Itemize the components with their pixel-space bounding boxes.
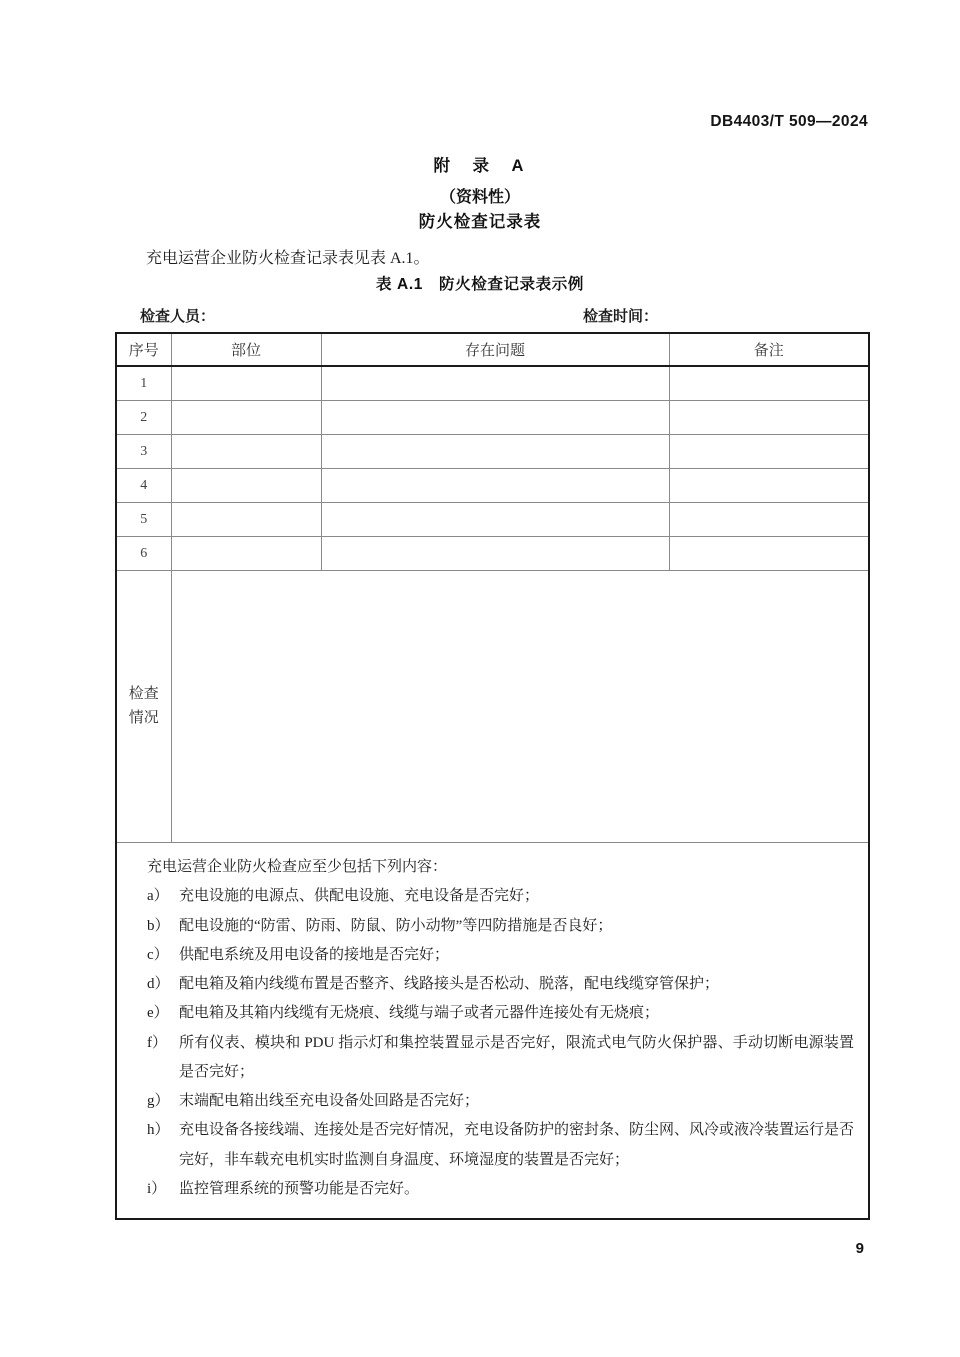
column-header-remark: 备注 xyxy=(669,333,869,366)
cell-problem[interactable] xyxy=(321,401,669,435)
notes-item-text: 供配电系统及用电设备的接地是否完好； xyxy=(179,946,450,963)
notes-intro: 充电运营企业防火检查应至少包括下列内容： xyxy=(147,859,448,875)
notes-item-text: 充电设备各接线端、连接处是否完好情况，充电设备防护的密封条、防尘网、风冷或液冷装置运行是否完好，非车载充电机实时监测自身温度、环境湿度的装置是否完好； xyxy=(179,1122,855,1168)
notes-item xyxy=(147,941,854,970)
table-header-row xyxy=(116,333,869,366)
cell-position[interactable] xyxy=(171,366,321,401)
cell-position[interactable] xyxy=(171,537,321,571)
cell-no: 3 xyxy=(116,435,171,469)
table-row xyxy=(116,366,869,401)
column-header-problem: 存在问题 xyxy=(321,333,669,366)
inspection-situation-row xyxy=(116,571,869,843)
table-row xyxy=(116,503,869,537)
notes-item xyxy=(147,912,854,941)
cell-position[interactable] xyxy=(171,401,321,435)
table-header xyxy=(116,333,869,366)
notes-item-marker: a） xyxy=(147,888,169,905)
table-row xyxy=(116,469,869,503)
cell-no: 1 xyxy=(116,366,171,401)
lead-paragraph: 充电运营企业防火检查记录表见表 A.1。 xyxy=(146,250,430,267)
notes-item xyxy=(147,1029,854,1088)
cell-remark[interactable] xyxy=(669,401,869,435)
cell-problem[interactable] xyxy=(321,366,669,401)
table-row xyxy=(116,537,869,571)
cell-problem[interactable] xyxy=(321,469,669,503)
notes-item-text: 监控管理系统的预警功能是否完好。 xyxy=(179,1180,420,1197)
notes-item-marker: f） xyxy=(147,1034,167,1051)
cell-remark[interactable] xyxy=(669,503,869,537)
cell-position[interactable] xyxy=(171,435,321,469)
cell-remark[interactable] xyxy=(669,366,869,401)
situation-label-line-2: 情况 xyxy=(128,709,159,726)
cell-remark[interactable] xyxy=(669,435,869,469)
cell-problem[interactable] xyxy=(321,435,669,469)
notes-item xyxy=(147,999,854,1028)
notes-list xyxy=(147,882,854,1204)
inspection-situation-label xyxy=(116,571,171,843)
notes-item-marker: g） xyxy=(147,1093,170,1109)
notes-block xyxy=(116,843,869,1220)
column-header-no: 序号 xyxy=(116,333,171,366)
inspection-situation-input[interactable] xyxy=(171,571,869,843)
inspect-time-label: 检查时间： xyxy=(583,309,659,325)
annex-name: 防火检查记录表 xyxy=(418,213,542,231)
cell-remark[interactable] xyxy=(669,537,869,571)
notes-item-text: 配电箱及箱内线缆布置是否整齐、线路接头是否松动、脱落，配电线缆穿管保护； xyxy=(179,976,720,992)
cell-no: 2 xyxy=(116,401,171,435)
cell-problem[interactable] xyxy=(321,503,669,537)
cell-problem[interactable] xyxy=(321,537,669,571)
inspector-label: 检查人员： xyxy=(140,309,216,325)
running-header-standard-number: DB4403/T 509—2024 xyxy=(710,113,868,130)
notes-item-text: 充电设施的电源点、供配电设施、充电设备是否完好； xyxy=(179,888,540,905)
column-header-position: 部位 xyxy=(171,333,321,366)
situation-label-line-1: 检查 xyxy=(128,686,159,703)
table-row xyxy=(116,435,869,469)
annex-title: 附 录 A xyxy=(433,157,527,175)
fire-inspection-record-table xyxy=(115,332,870,1220)
notes-item-marker: b） xyxy=(147,917,170,934)
notes-item-text: 配电箱及其箱内线缆有无烧痕、线缆与端子或者元器件连接处有无烧痕； xyxy=(179,1005,660,1022)
annex-kind: （资料性） xyxy=(439,189,520,206)
cell-no: 6 xyxy=(116,537,171,571)
notes-item-text: 所有仪表、模块和 PDU 指示灯和集控装置显示是否完好，限流式电气防火保护器、手动切断电源装置是否完好； xyxy=(179,1034,854,1080)
notes-item-marker: h） xyxy=(147,1122,170,1139)
cell-no: 4 xyxy=(116,469,171,503)
page-number: 9 xyxy=(855,1240,864,1257)
notes-item-marker: d） xyxy=(147,976,170,992)
cell-position[interactable] xyxy=(171,469,321,503)
cell-no: 5 xyxy=(116,503,171,537)
notes-item-text: 末端配电箱出线至充电设备处回路是否完好； xyxy=(179,1093,480,1109)
cell-position[interactable] xyxy=(171,503,321,537)
table-row xyxy=(116,401,869,435)
notes-item-text: 配电设施的“防雷、防雨、防鼠、防小动物”等四防措施是否良好； xyxy=(179,917,613,934)
notes-item xyxy=(147,970,854,999)
cell-remark[interactable] xyxy=(669,469,869,503)
notes-item-marker: e） xyxy=(147,1005,169,1022)
notes-item-marker: i） xyxy=(147,1180,167,1197)
notes-item xyxy=(147,882,854,911)
notes-item xyxy=(147,1116,854,1175)
notes-item-marker: c） xyxy=(147,946,169,963)
table-body xyxy=(116,366,869,1219)
notes-item xyxy=(147,1175,854,1204)
table-caption: 表 A.1 防火检查记录表示例 xyxy=(376,276,584,293)
notes-row xyxy=(116,843,869,1220)
notes-item xyxy=(147,1087,854,1116)
